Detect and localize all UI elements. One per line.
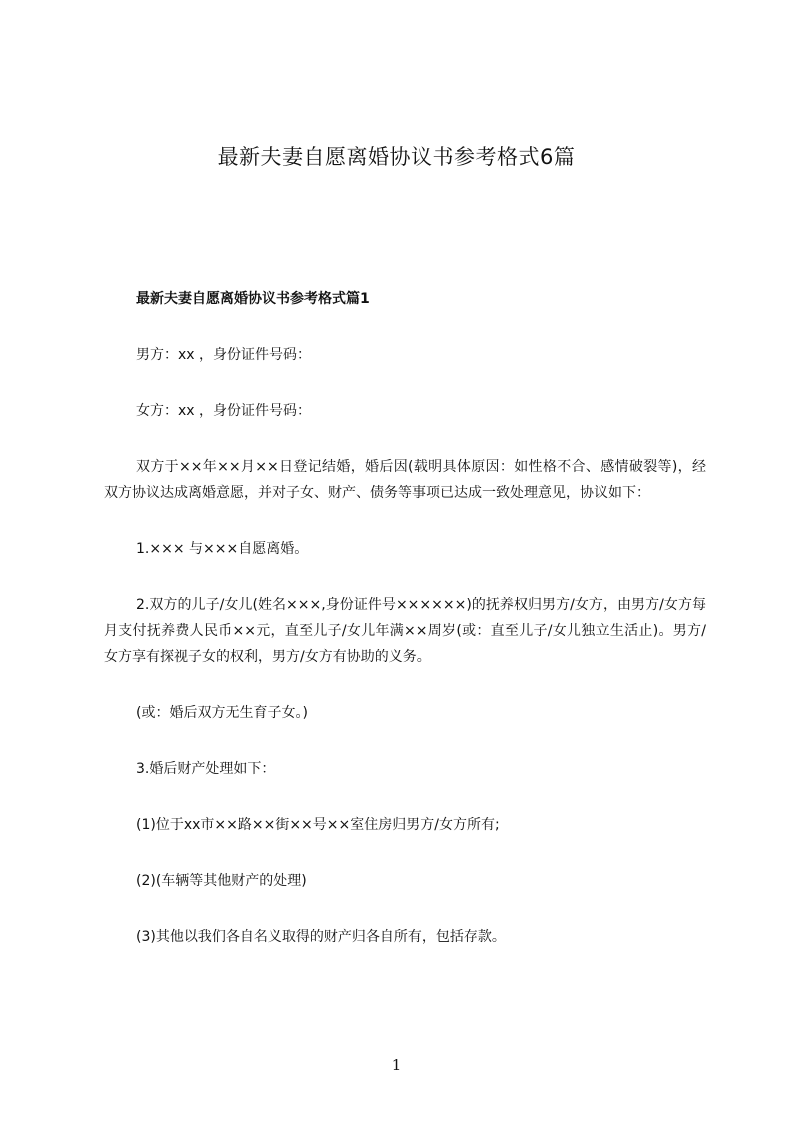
paragraph-clause-3: 3.婚后财产处理如下：: [136, 761, 276, 777]
paragraph-clause-2-alternative: (或：婚后双方无生育子女。): [136, 705, 308, 721]
page-number: 1: [391, 1056, 402, 1074]
paragraph-clause-3-item-1: (1)位于xx市××路××街××号××室住房归男方/女方所有;: [136, 817, 500, 833]
paragraph-clause-1: 1.××× 与×××自愿离婚。: [136, 541, 309, 557]
paragraph-agreement-intro: 双方于××年××月××日登记结婚，婚后因(载明具体原因：如性格不合、感情破裂等)，经双方协议达成离婚意愿，并对子女、财产、债务等事项已达成一致处理意见，协议如下：: [104, 459, 706, 501]
paragraph-clause-2-custody: 2.双方的儿子/女儿(姓名×××,身份证件号××××××)的抚养权归男方/女方，由男方/女方每月支付抚养费人民币××元，直至儿子/女儿年满××周岁(或：直至儿子/女儿独立生活止)。男方/女方享有探视子女的权利，男方/女方有协助的义务。: [104, 597, 706, 665]
paragraph-clause-3-item-2: (2)(车辆等其他财产的处理): [136, 873, 307, 889]
section-heading: 最新夫妻自愿离婚协议书参考格式篇1: [136, 291, 370, 307]
document-body: [104, 286, 706, 980]
paragraph-female-party: 女方：xx ，身份证件号码：: [136, 403, 312, 419]
document-title: 最新夫妻自愿离婚协议书参考格式6篇: [217, 145, 576, 169]
paragraph-clause-3-item-3: (3)其他以我们各自名义取得的财产归各自所有，包括存款。: [136, 929, 506, 945]
paragraph-male-party: 男方：xx ，身份证件号码：: [136, 347, 312, 363]
